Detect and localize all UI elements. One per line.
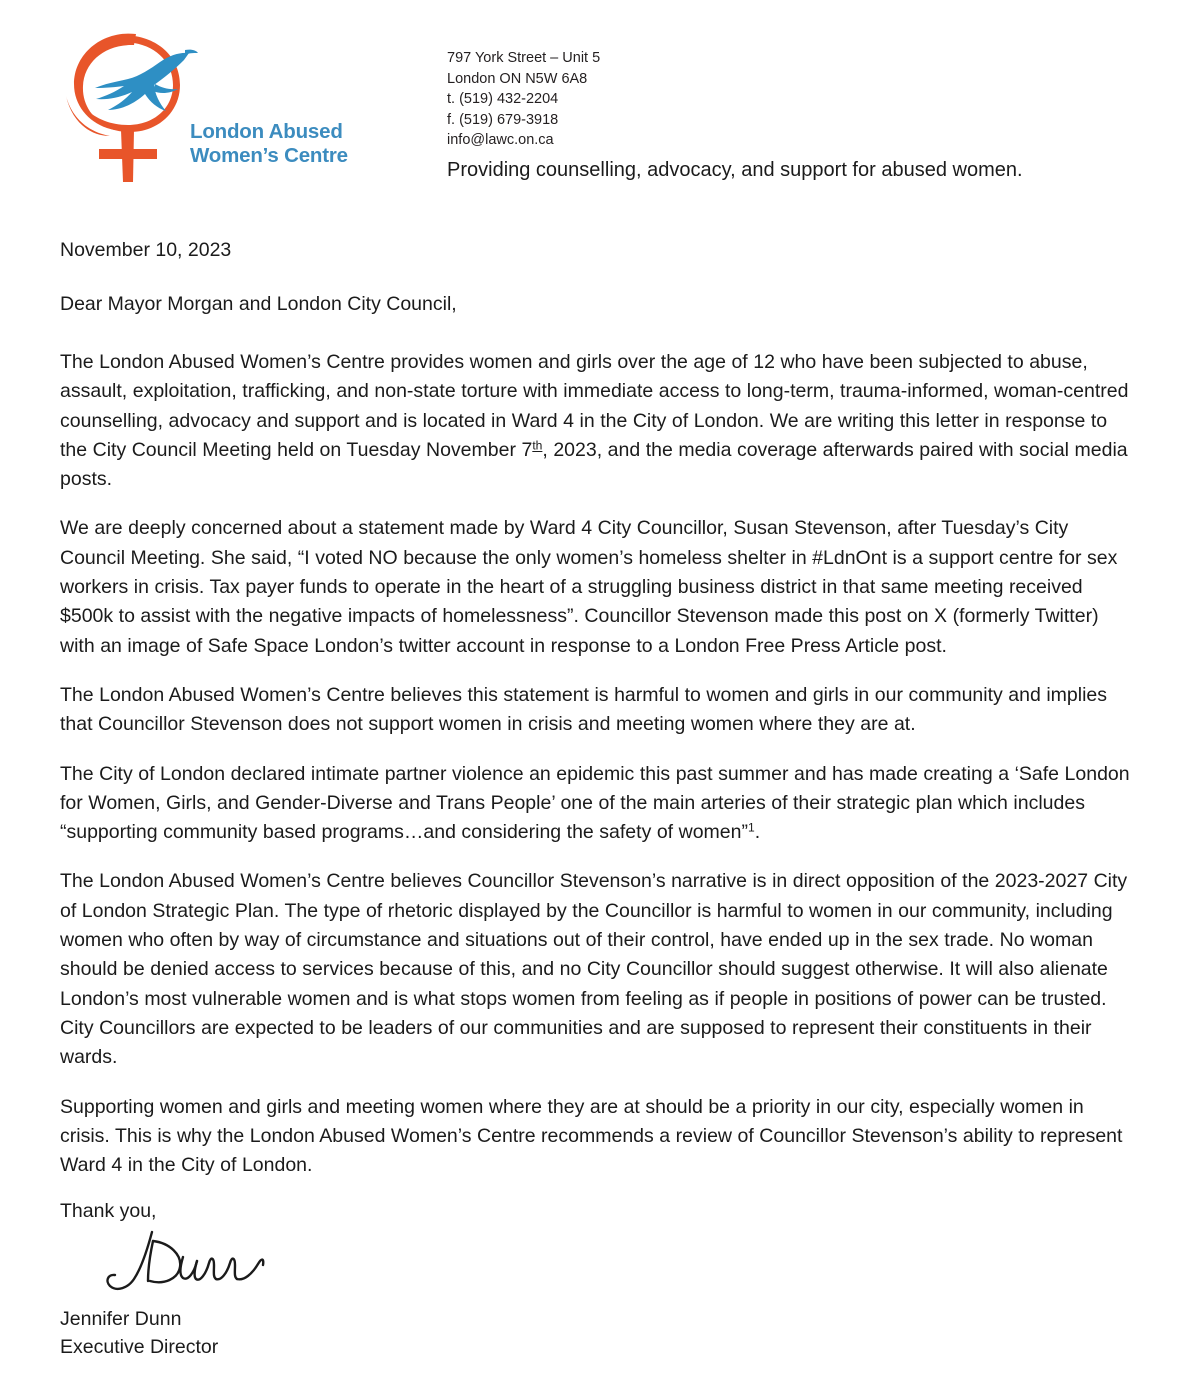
paragraph-6: Supporting women and girls and meeting women where they are at should be a priority in our city, especially women in crisis. This is why the London Abused Women’s Centre recommends a review of Councillor Stevenson’s ability to represent Ward 4 in the City of London.: [60, 1095, 1123, 1177]
paragraph-1-text-b: , 2023, and the media coverage afterwards paired with social media posts.: [60, 438, 1128, 491]
letterhead: [0, 0, 1200, 200]
paragraph-2: We are deeply concerned about a statement made by Ward 4 City Councillor, Susan Stevenson, after Tuesday’s City Council Meeting. She said, “I voted NO because the only women’s homeless shelter in #LdnOnt is a support centre for sex workers in crisis. Tax payer funds to operate in the heart of a struggling business district in that same meeting received $500k to assist with the negative impacts of homelessness”. Councillor Stevenson made this post on X (formerly Twitter) with an image of Safe Space London’s twitter account in response to a London Free Press Article post.: [60, 517, 1118, 657]
organization-name: [190, 120, 390, 168]
contact-information: [447, 48, 867, 151]
organization-name-line2: Women’s Centre: [190, 144, 348, 168]
paragraph-4-text-a: The City of London declared intimate partner violence an epidemic this past summer and has made creating a ‘Safe London for Women, Girls, and Gender-Diverse and Trans People’ one of the main arteries of their strategic plan which includes “supporting community based programs…and considering the safety of women”: [60, 762, 1130, 844]
footnote-marker-1: 1: [747, 820, 755, 835]
letter-date: November 10, 2023: [60, 239, 232, 261]
phone-number: t. (519) 432-2204: [447, 91, 559, 108]
address-line-1: 797 York Street – Unit 5: [447, 50, 601, 66]
paragraph-3: The London Abused Women’s Centre believes this statement is harmful to women and girls in our community and implies that Councillor Stevenson does not support women in crisis and meeting women where they are at.: [60, 683, 1108, 736]
signer-title: Executive Director: [60, 1336, 219, 1358]
ordinal-suffix-th: th: [532, 438, 543, 453]
organization-tagline: Providing counselling, advocacy, and support for abused women.: [447, 159, 1023, 181]
signature-image: [90, 1229, 320, 1303]
closing-salutation: Thank you,: [60, 1200, 157, 1222]
paragraph-4: [60, 760, 1138, 848]
letter-salutation: Dear Mayor Morgan and London City Council,: [60, 293, 457, 315]
paragraph-5: The London Abused Women’s Centre believes Councillor Stevenson’s narrative is in direct opposition of the 2023-2027 City of London Strategic Plan. The type of rhetoric displayed by the Councillor is harmful to women in our community, including women who often by way of circumstance and situations out of their control, have ended up in the sex trade. No woman should be denied access to services because of this, and no City Councillor should suggest otherwise. It will also alienate London’s most vulnerable women and is what stops women from feeling as if people in positions of power can be trusted. City Councillors are expected to be leaders of our communities and are supposed to represent their constituents in their wards.: [60, 870, 1128, 1069]
paragraph-4-text-b: .: [754, 821, 761, 844]
signer-name: Jennifer Dunn: [60, 1308, 182, 1330]
paragraph-1-text-a: The London Abused Women’s Centre provides women and girls over the age of 12 who have been subjected to abuse, assault, exploitation, trafficking, and non-state torture with immediate access to long-term, trauma-informed, woman-centred counselling, advocacy and support and is located in Ward 4 in the City of London. We are writing this letter in response to the City Council Meeting held on Tuesday November 7: [60, 351, 1129, 461]
email-address: info@lawc.on.ca: [447, 132, 554, 149]
paragraph-1: [60, 348, 1138, 494]
letter-body: [60, 236, 1138, 1200]
address-line-2: London ON N5W 6A8: [447, 70, 588, 87]
letter-closing: [60, 1197, 560, 1361]
organization-name-line1: London Abused: [190, 120, 343, 143]
fax-number: f. (519) 679-3918: [447, 111, 559, 128]
venus-symbol-with-bird-logo-icon: [58, 22, 198, 187]
organization-logo: [58, 22, 378, 187]
